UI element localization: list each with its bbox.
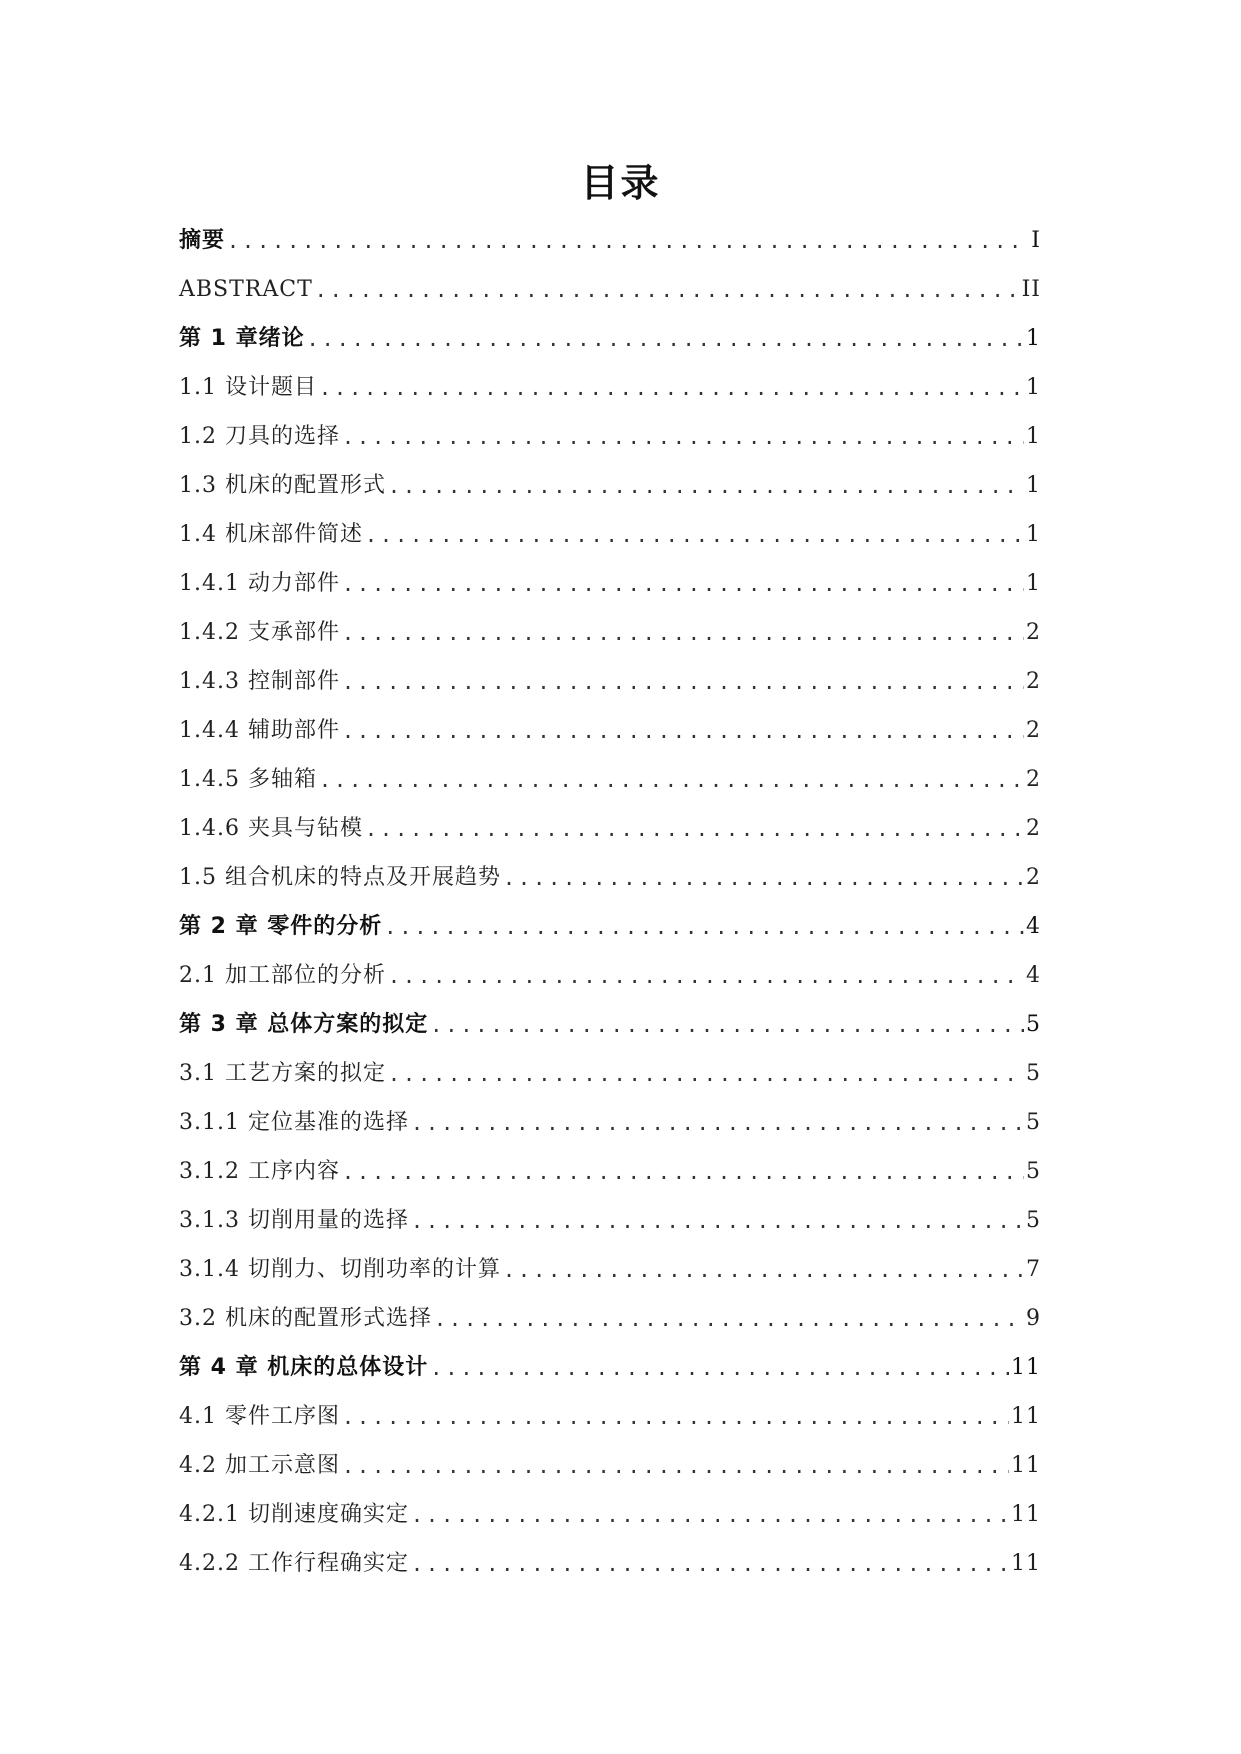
toc-entry-page-number: I xyxy=(1031,227,1041,253)
toc-entry-label: 1.5 组合机床的特点及开展趋势 xyxy=(179,864,501,890)
toc-entry-label: 第 3 章 总体方案的拟定 xyxy=(179,1011,429,1037)
toc-entry-page-number: 2 xyxy=(1026,619,1041,645)
toc-entry-label: 1.4 机床部件简述 xyxy=(179,521,363,547)
toc-entry-page-number: 5 xyxy=(1026,1060,1041,1086)
toc-entry-page-number: 1 xyxy=(1026,570,1041,596)
toc-entry-label: ABSTRACT xyxy=(179,276,313,302)
toc-entry[interactable] xyxy=(179,1098,1041,1147)
toc-entry-label: 3.1.1 定位基准的选择 xyxy=(179,1109,409,1135)
toc-dot-leader xyxy=(342,1157,1024,1187)
toc-entry-label: 1.4.5 多轴箱 xyxy=(179,766,317,792)
toc-dot-leader xyxy=(384,912,1024,942)
toc-entry-page-number: 7 xyxy=(1026,1256,1041,1282)
toc-entry-label: 3.1.3 切削用量的选择 xyxy=(179,1207,409,1233)
toc-entry-page-number: 1 xyxy=(1026,374,1041,400)
toc-entry-page-number: 2 xyxy=(1026,864,1041,890)
toc-entry[interactable] xyxy=(179,1539,1041,1588)
toc-entry[interactable] xyxy=(179,265,1041,314)
toc-entry-page-number: 2 xyxy=(1026,766,1041,792)
toc-dot-leader xyxy=(388,471,1024,501)
toc-entry-label: 第 2 章 零件的分析 xyxy=(179,913,383,939)
toc-entry-page-number: II xyxy=(1021,276,1041,302)
toc-entry-label: 3.2 机床的配置形式选择 xyxy=(179,1305,432,1331)
toc-entry-page-number: 11 xyxy=(1011,1403,1041,1429)
toc-dot-leader xyxy=(307,324,1024,354)
toc-dot-leader xyxy=(342,716,1024,746)
toc-entry-label: 第 1 章绪论 xyxy=(179,325,305,351)
toc-dot-leader xyxy=(319,765,1024,795)
toc-entry-label: 摘要 xyxy=(179,227,226,253)
toc-entry-label: 3.1.4 切削力、切削功率的计算 xyxy=(179,1256,501,1282)
toc-entry[interactable] xyxy=(179,1490,1041,1539)
toc-entry-label: 4.2.2 工作行程确实定 xyxy=(179,1550,409,1576)
toc-entry-label: 1.4.4 辅助部件 xyxy=(179,717,340,743)
toc-entry[interactable] xyxy=(179,510,1041,559)
toc-dot-leader xyxy=(430,1010,1024,1040)
toc-entry-label: 3.1 工艺方案的拟定 xyxy=(179,1060,386,1086)
toc-entry-label: 1.4.6 夹具与钻模 xyxy=(179,815,363,841)
toc-entry-label: 1.3 机床的配置形式 xyxy=(179,472,386,498)
toc-dot-leader xyxy=(503,863,1024,893)
toc-entry-page-number: 11 xyxy=(1011,1452,1041,1478)
toc-entry[interactable] xyxy=(179,1392,1041,1441)
toc-entry[interactable] xyxy=(179,1294,1041,1343)
toc-entry-page-number: 2 xyxy=(1026,717,1041,743)
toc-dot-leader xyxy=(227,226,1029,256)
toc-entry[interactable] xyxy=(179,1147,1041,1196)
toc-entry-page-number: 4 xyxy=(1026,962,1041,988)
toc-entry[interactable] xyxy=(179,1049,1041,1098)
toc-entry-page-number: 11 xyxy=(1011,1354,1041,1380)
toc-dot-leader xyxy=(503,1255,1024,1285)
toc-dot-leader xyxy=(411,1108,1024,1138)
toc-entry[interactable] xyxy=(179,412,1041,461)
toc-dot-leader xyxy=(411,1549,1009,1579)
toc-dot-leader xyxy=(434,1304,1024,1334)
toc-entry-label: 4.2 加工示意图 xyxy=(179,1452,340,1478)
toc-dot-leader xyxy=(342,1451,1009,1481)
toc-entry[interactable] xyxy=(179,461,1041,510)
toc-dot-leader xyxy=(342,422,1024,452)
toc-entry-page-number: 11 xyxy=(1011,1550,1041,1576)
toc-entry[interactable] xyxy=(179,1441,1041,1490)
toc-entry[interactable] xyxy=(179,902,1041,951)
toc-entry-label: 第 4 章 机床的总体设计 xyxy=(179,1354,429,1380)
toc-dot-leader xyxy=(342,569,1024,599)
toc-entry-page-number: 5 xyxy=(1026,1207,1041,1233)
toc-entry-page-number: 5 xyxy=(1026,1158,1041,1184)
toc-entry-page-number: 2 xyxy=(1026,668,1041,694)
toc-dot-leader xyxy=(365,520,1024,550)
toc-entry[interactable] xyxy=(179,657,1041,706)
toc-entry-label: 1.4.1 动力部件 xyxy=(179,570,340,596)
toc-entry[interactable] xyxy=(179,804,1041,853)
toc-entry-page-number: 1 xyxy=(1026,325,1041,351)
page-title: 目录 xyxy=(580,161,661,205)
toc-entry[interactable] xyxy=(179,608,1041,657)
toc-dot-leader xyxy=(430,1353,1009,1383)
toc-dot-leader xyxy=(388,961,1024,991)
toc-entry-label: 4.2.1 切削速度确实定 xyxy=(179,1501,409,1527)
toc-entry[interactable] xyxy=(179,1196,1041,1245)
toc-dot-leader xyxy=(342,667,1024,697)
toc-entry[interactable] xyxy=(179,1245,1041,1294)
toc-entry[interactable] xyxy=(179,1343,1041,1392)
toc-entry-label: 1.4.2 支承部件 xyxy=(179,619,340,645)
toc-list xyxy=(179,216,1041,1588)
toc-dot-leader xyxy=(365,814,1024,844)
toc-entry-label: 1.1 设计题目 xyxy=(179,374,317,400)
toc-entry[interactable] xyxy=(179,951,1041,1000)
toc-dot-leader xyxy=(411,1206,1024,1236)
toc-dot-leader xyxy=(315,275,1020,305)
toc-entry[interactable] xyxy=(179,706,1041,755)
toc-entry[interactable] xyxy=(179,559,1041,608)
toc-entry-page-number: 5 xyxy=(1026,1109,1041,1135)
toc-entry[interactable] xyxy=(179,216,1041,265)
toc-entry-page-number: 1 xyxy=(1026,521,1041,547)
toc-entry-page-number: 4 xyxy=(1026,913,1041,939)
toc-entry-page-number: 9 xyxy=(1026,1305,1041,1331)
toc-entry[interactable] xyxy=(179,853,1041,902)
toc-dot-leader xyxy=(388,1059,1024,1089)
toc-entry-page-number: 2 xyxy=(1026,815,1041,841)
toc-entry-page-number: 1 xyxy=(1026,423,1041,449)
toc-dot-leader xyxy=(411,1500,1009,1530)
toc-entry-page-number: 5 xyxy=(1026,1011,1041,1037)
toc-entry-label: 2.1 加工部位的分析 xyxy=(179,962,386,988)
toc-entry[interactable] xyxy=(179,1000,1041,1049)
toc-dot-leader xyxy=(342,618,1024,648)
toc-entry-label: 3.1.2 工序内容 xyxy=(179,1158,340,1184)
toc-entry-page-number: 1 xyxy=(1026,472,1041,498)
toc-entry-label: 4.1 零件工序图 xyxy=(179,1403,340,1429)
toc-entry-label: 1.2 刀具的选择 xyxy=(179,423,340,449)
toc-entry-page-number: 11 xyxy=(1011,1501,1041,1527)
toc-entry-label: 1.4.3 控制部件 xyxy=(179,668,340,694)
toc-dot-leader xyxy=(342,1402,1009,1432)
toc-entry[interactable] xyxy=(179,363,1041,412)
toc-entry[interactable] xyxy=(179,314,1041,363)
toc-entry[interactable] xyxy=(179,755,1041,804)
toc-dot-leader xyxy=(319,373,1024,403)
